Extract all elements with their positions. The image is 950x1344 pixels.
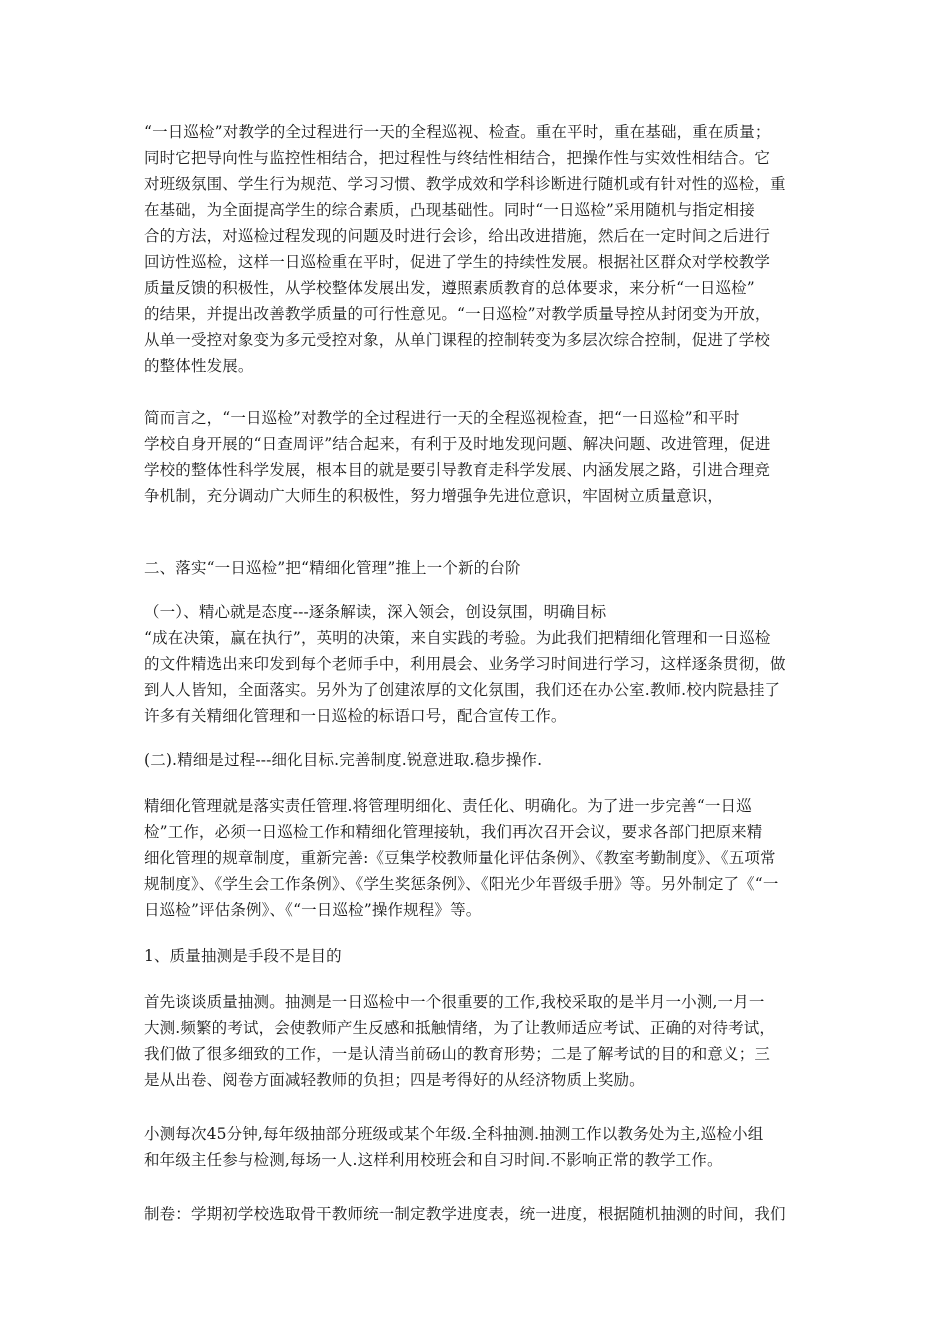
text-line: 的结果，并提出改善教学质量的可行性意见。“一日巡检”对教学质量导控从封闭变为开放， (144, 305, 771, 323)
text-line: 同时它把导向性与监控性相结合，把过程性与终结性相结合，把操作性与实效性相结合。它 (144, 149, 771, 167)
text-line: 学校的整体性科学发展，根本目的就是要引导教育走科学发展、内涵发展之路，引进合理竞 (144, 461, 771, 479)
text-line: 日巡检”评估条例》、《“一日巡检”操作规程》等。 (144, 901, 482, 919)
text-line: 到人人皆知，全面落实。另外为了创建浓厚的文化氛围，我们还在办公室.教师.校内院悬挂了 (144, 681, 781, 699)
text-line: 制卷：学期初学校选取骨干教师统一制定教学进度表，统一进度，根据随机抽测的时间，我们 (144, 1205, 786, 1223)
text-line: “一日巡检”对教学的全过程进行一天的全程巡视、检查。重在平时，重在基础，重在质量； (144, 123, 771, 141)
text-line: 的文件精选出来印发到每个老师手中，利用晨会、业务学习时间进行学习，这样逐条贯彻，做 (144, 655, 786, 673)
text-line: 争机制，充分调动广大师生的积极性，努力增强争先进位意识，牢固树立质量意识， (144, 487, 724, 505)
text-line: 是从出卷、阅卷方面减轻教师的负担；四是考得好的从经济物质上奖励。 (144, 1071, 645, 1089)
text-line: 小测每次45分钟,每年级抽部分班级或某个年级.全科抽测.抽测工作以教务处为主,巡检小组 (144, 1125, 764, 1143)
text-line: 我们做了很多细致的工作，一是认清当前砀山的教育形势；二是了解考试的目的和意义；三 (144, 1045, 771, 1063)
text-line: 简而言之，“一日巡检”对教学的全过程进行一天的全程巡视检查，把“一日巡检”和平时 (144, 409, 740, 427)
text-line: 合的方法，对巡检过程发现的问题及时进行会诊，给出改进措施，然后在一定时间之后进行 (144, 227, 771, 245)
subsection-heading: (二).精细是过程---细化目标.完善制度.锐意进取.稳步操作. (144, 751, 543, 769)
subsection-heading: （一）、精心就是态度---逐条解读，深入领会，创设氛围，明确目标 (144, 603, 607, 621)
text-line: “成在决策，赢在执行”，英明的决策，来自实践的考验。为此我们把精细化管理和一日巡检 (144, 629, 771, 647)
text-line: 回访性巡检，这样一日巡检重在平时，促进了学生的持续性发展。根据社区群众对学校教学 (144, 253, 771, 271)
text-line: 的整体性发展。 (144, 357, 254, 375)
text-line: 首先谈谈质量抽测。抽测是一日巡检中一个很重要的工作,我校采取的是半月一小测,一月一 (144, 993, 765, 1011)
text-line: 检”工作，必须一日巡检工作和精细化管理接轨，我们再次召开会议，要求各部门把原来精 (144, 823, 763, 841)
text-line: 质量反馈的积极性，从学校整体发展出发，遵照素质教育的总体要求，来分析“一日巡检” (144, 279, 755, 297)
text-line: 在基础，为全面提高学生的综合素质，凸现基础性。同时“一日巡检”采用随机与指定相接 (144, 201, 755, 219)
text-line: 对班级氛围、学生行为规范、学习习惯、教学成效和学科诊断进行随机或有针对性的巡检，重 (144, 175, 786, 193)
text-line: 学校自身开展的“日查周评”结合起来，有利于及时地发现问题、解决问题、改进管理，促进 (144, 435, 771, 453)
text-line: 细化管理的规章制度，重新完善:《豆集学校教师量化评估条例》、《教室考勤制度》、《五项常 (144, 849, 776, 867)
text-line: 从单一受控对象变为多元受控对象，从单门课程的控制转变为多层次综合控制，促进了学校 (144, 331, 771, 349)
text-line: 大测.频繁的考试，会使教师产生反感和抵触情绪，为了让教师适应考试、正确的对待考试， (144, 1019, 776, 1037)
text-line: 许多有关精细化管理和一日巡检的标语口号，配合宣传工作。 (144, 707, 567, 725)
text-line: 规制度》、《学生会工作条例》、《学生奖惩条例》、《阳光少年晋级手册》等。另外制定了《“一 (144, 875, 779, 893)
text-line: 和年级主任参与检测,每场一人.这样利用校班会和自习时间.不影响正常的教学工作。 (144, 1151, 723, 1169)
item-heading: 1、质量抽测是手段不是目的 (144, 947, 342, 965)
section-heading: 二、落实“一日巡检”把“精细化管理”推上一个新的台阶 (144, 559, 521, 577)
text-line: 精细化管理就是落实责任管理.将管理明细化、责任化、明确化。为了进一步完善“一日巡 (144, 797, 752, 815)
